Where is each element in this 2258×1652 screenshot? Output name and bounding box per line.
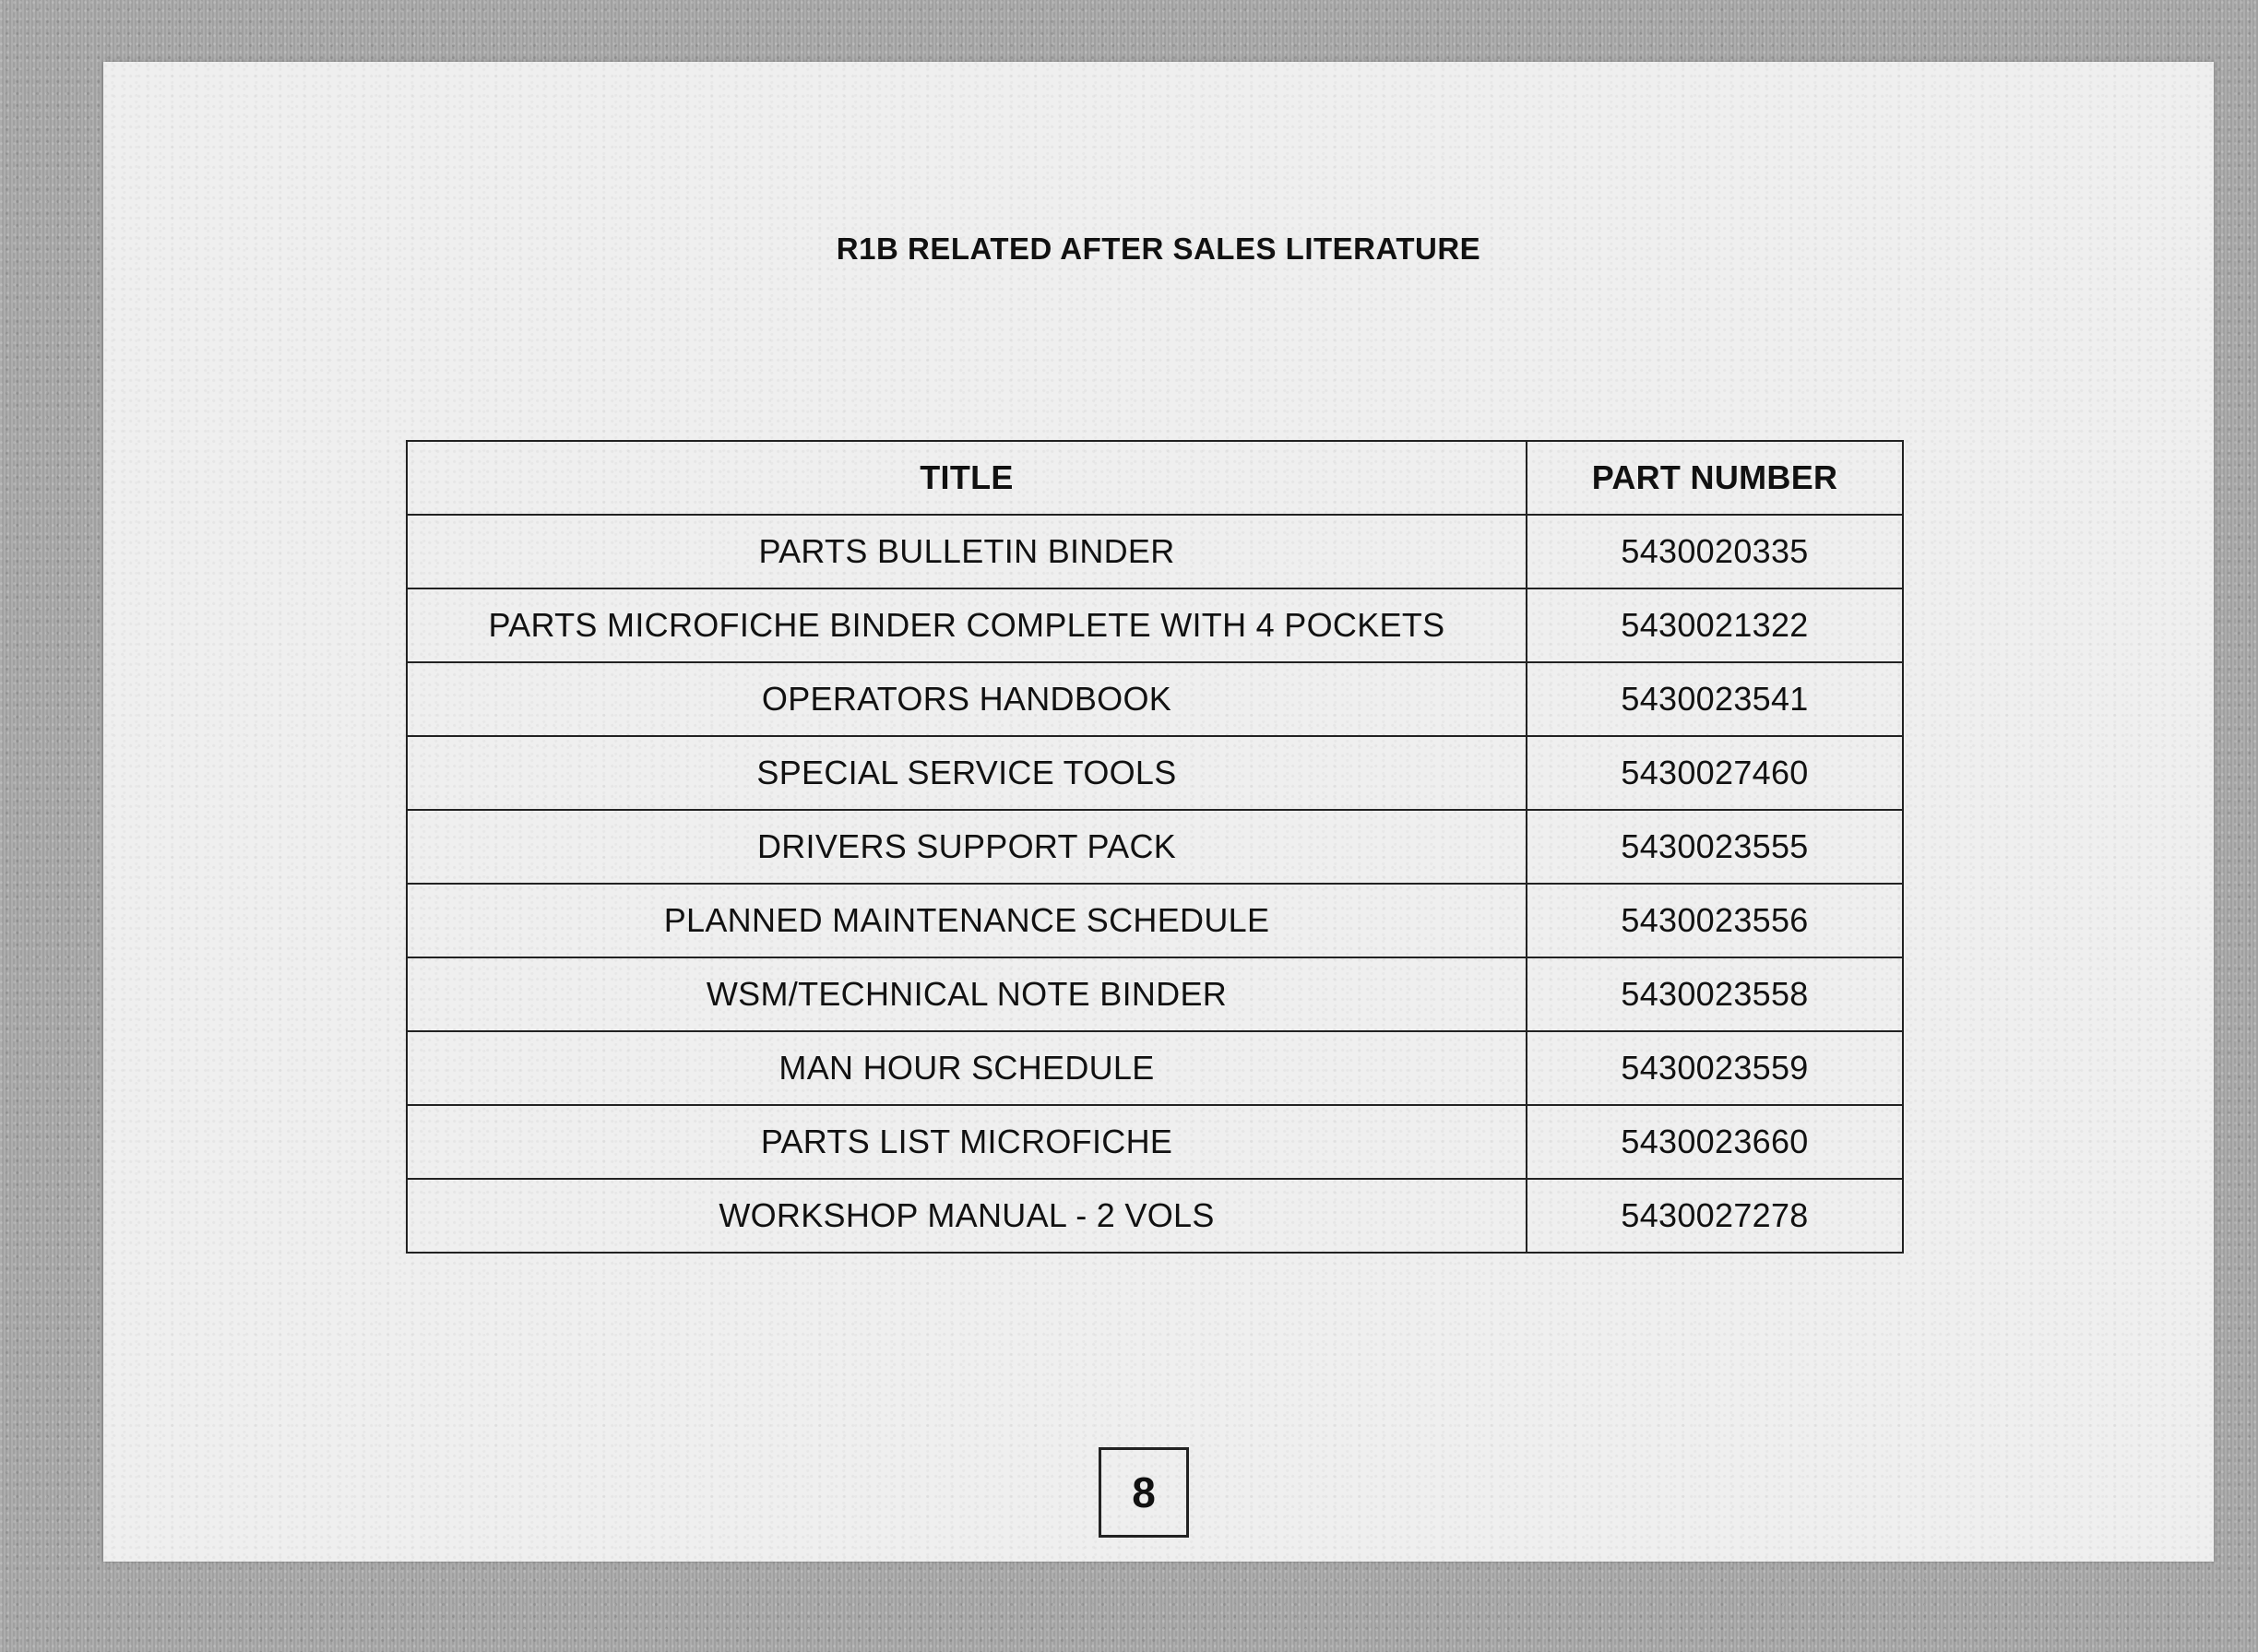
table-row: [407, 662, 1903, 736]
title-cell: WORKSHOP MANUAL - 2 VOLS: [407, 1179, 1527, 1253]
table-row: [407, 1031, 1903, 1105]
table-row: [407, 810, 1903, 884]
title-cell: PARTS LIST MICROFICHE: [407, 1105, 1527, 1179]
column-header-part-number: PART NUMBER: [1527, 441, 1903, 515]
title-cell: SPECIAL SERVICE TOOLS: [407, 736, 1527, 810]
document-page: [103, 62, 2214, 1562]
title-cell: PLANNED MAINTENANCE SCHEDULE: [407, 884, 1527, 957]
part-number-cell: 5430023660: [1527, 1105, 1903, 1179]
title-cell: PARTS BULLETIN BINDER: [407, 515, 1527, 588]
part-number-cell: 5430023555: [1527, 810, 1903, 884]
table-row: [407, 1105, 1903, 1179]
part-number-cell: 5430027278: [1527, 1179, 1903, 1253]
title-cell: MAN HOUR SCHEDULE: [407, 1031, 1527, 1105]
title-cell: OPERATORS HANDBOOK: [407, 662, 1527, 736]
table-row: [407, 515, 1903, 588]
literature-table: [406, 440, 1904, 1254]
part-number-cell: 5430020335: [1527, 515, 1903, 588]
table-header-row: [407, 441, 1903, 515]
table-row: [407, 957, 1903, 1031]
part-number-cell: 5430023559: [1527, 1031, 1903, 1105]
document-title: R1B RELATED AFTER SALES LITERATURE: [836, 232, 1481, 266]
part-number-cell: 5430023556: [1527, 884, 1903, 957]
table-row: [407, 588, 1903, 662]
part-number-cell: 5430023541: [1527, 662, 1903, 736]
part-number-cell: 5430027460: [1527, 736, 1903, 810]
column-header-title: TITLE: [407, 441, 1527, 515]
page-number-box: [1099, 1447, 1189, 1538]
table-row: [407, 1179, 1903, 1253]
table-row: [407, 884, 1903, 957]
title-cell: WSM/TECHNICAL NOTE BINDER: [407, 957, 1527, 1031]
part-number-cell: 5430021322: [1527, 588, 1903, 662]
title-cell: PARTS MICROFICHE BINDER COMPLETE WITH 4 POCKETS: [407, 588, 1527, 662]
page-number: 8: [1132, 1468, 1156, 1516]
title-cell: DRIVERS SUPPORT PACK: [407, 810, 1527, 884]
part-number-cell: 5430023558: [1527, 957, 1903, 1031]
table-row: [407, 736, 1903, 810]
